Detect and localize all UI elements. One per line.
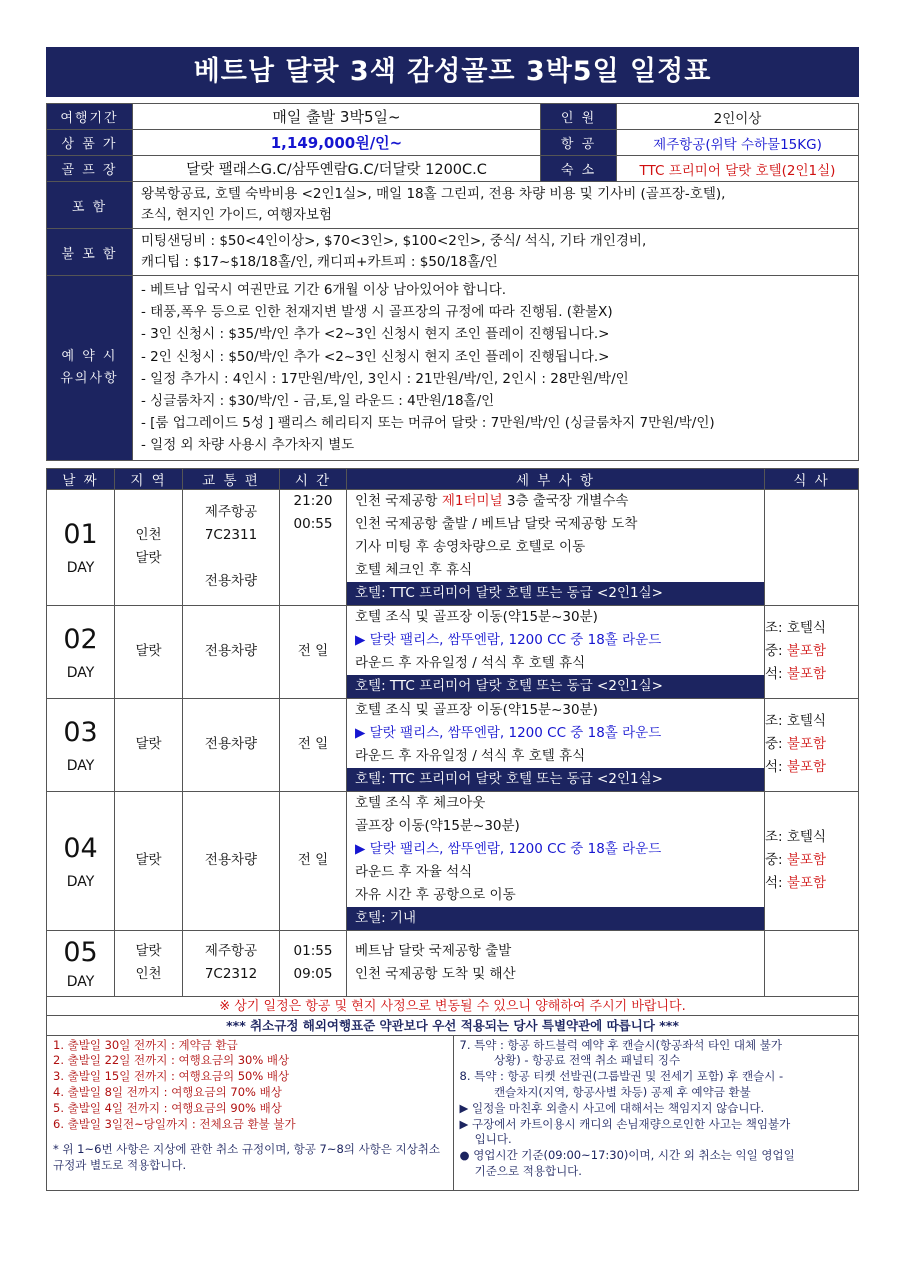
detail-cell [347,930,765,996]
day-cell [47,698,115,791]
region-text: 달랏 [135,943,162,960]
cancel-rule: 캔슬차지(지역, 항공사별 차등) 공제 후 예약금 환불 [459,1085,751,1100]
include-line: 왕복항공료, 호텔 숙박비용 <2인1실>, 매일 18홀 그린피, 전용 차량 비용 및 기사비 (골프장-호텔), [141,186,726,202]
meal-breakfast: 조: 호텔식 [765,620,827,637]
time-cell [280,489,347,605]
hotel-bar: 호텔: TTC 프리미어 달랏 호텔 또는 동급 <2인1실> [347,768,764,791]
meal-cell [765,930,859,996]
day-cell [47,605,115,698]
airline-label: 항 공 [541,130,617,156]
time-text: 09:05 [293,966,333,983]
meal-dinner [765,663,858,686]
region-text: 달랏 [135,550,162,567]
page-title: 베트남 달랏 3색 감성골프 3박5일 일정표 [46,47,859,97]
cancel-rule: 1. 출발일 30일 전까지 : 계약금 환급 [53,1037,238,1052]
hotel-bar: 호텔: 기내 [347,907,764,930]
schedule-notice: ※ 상기 일정은 항공 및 현지 사정으로 변동될 수 있으니 양해하여 주시기 바랍니다. [46,997,859,1016]
note-line: - 태풍,폭우 등으로 인한 천재지변 발생 시 골프장의 규정에 따라 진행됨. (환불X) [141,304,613,321]
detail-line: 기사 미팅 후 송영차량으로 호텔로 이동 [355,538,586,555]
meal-excluded: 불포함 [786,875,827,892]
price-label: 상 품 가 [47,130,133,156]
time-text: 00:55 [293,515,333,532]
detail-cell [347,489,765,605]
detail-line: 인천 국제공항 도착 및 해산 [355,966,516,983]
hotel-bar: 호텔: TTC 프리미어 달랏 호텔 또는 동급 <2인1실> [347,582,764,605]
notes-label-line: 예 약 시 [61,348,118,364]
region-cell [115,930,183,996]
meal-lunch [765,849,858,872]
include-line: 조식, 현지인 가이드, 여행자보험 [141,207,332,223]
info-table [46,103,859,461]
day-number: 05 [63,937,98,969]
meal-dinner [765,756,858,779]
cancel-rule: ▶ 구장에서 카트이용시 캐디외 손님재량으로인한 사고는 책임불가 [459,1116,791,1131]
day-label: DAY [66,974,95,991]
day-row [47,698,859,791]
day-row [47,930,859,996]
time-text: 21:20 [293,492,333,509]
note-line: - 일정 외 차량 사용시 추가차지 별도 [141,437,355,454]
cancel-policy-left [47,1036,453,1190]
detail-line: 호텔 체크인 후 휴식 [355,561,473,578]
golf-value: 달랏 팰래스G.C/삼뚜옌람G.C/더달랏 1200C.C [133,156,541,182]
note-line: - 일정 추가시 : 4인시 : 17만원/박/인, 3인시 : 21만원/박/인, 2인시 : 28만원/박/인 [141,370,629,387]
day-number: 01 [63,519,98,551]
cancel-rule: 5. 출발일 4일 전까지 : 여행요금의 90% 배상 [53,1100,282,1115]
note-line: - 싱글룸차지 : $30/박/인 - 금,토,일 라운드 : 4만원/18홀/인 [141,393,495,410]
cancel-note: * 위 1~6번 사항은 지상에 관한 취소 규정이며, 항공 7~8의 사항은 지상취소 규정과 별도로 적용합니다. [53,1142,440,1173]
price-value: 1,149,000원/인~ [133,130,541,156]
golf-label: 골 프 장 [47,156,133,182]
detail-text: 인천 국제공항 [355,492,442,509]
transport-text: 전용차량 [204,573,258,590]
detail-line: 라운드 후 자율 석식 [355,863,473,880]
note-line: - 3인 신청시 : $35/박/인 추가 <2~3인 신청시 현지 조인 플레이 진행됩니다.> [141,326,610,343]
detail-line: 호텔 조식 및 골프장 이동(약15분~30분) [355,701,598,718]
golf-round-line: ▶ 달랏 팰리스, 쌈뚜엔람, 1200 CC 중 18홀 라운드 [355,724,662,741]
cancel-policy-header: *** 취소규정 해외여행표준 약관보다 우선 적용되는 당사 특별약관에 따릅니다 *** [46,1016,859,1036]
cancel-rule: ● 영업시간 기준(09:00~17:30)이며, 시간 외 취소는 익일 영업일 [459,1148,795,1163]
note-line: - 베트남 입국시 여권만료 기간 6개월 이상 남아있어야 합니다. [141,282,507,298]
detail-text: 3층 출국장 개별수속 [502,492,629,509]
meal-excluded: 불포함 [786,759,827,776]
cancel-rule: 6. 출발일 3일전~당일까지 : 전체요금 환불 불가 [53,1116,296,1131]
cancel-rule: 입니다. [459,1132,512,1147]
time-cell: 전 일 [280,605,347,698]
airline-value: 제주항공(위탁 수하물15KG) [617,130,859,156]
day-label: DAY [66,664,95,681]
schedule-table [46,468,859,997]
cancel-rule: 기준으로 적용합니다. [459,1164,582,1178]
detail-line: 라운드 후 자유일정 / 석식 후 호텔 휴식 [355,654,586,671]
day-label: DAY [66,560,95,577]
cancel-rule: 8. 특약 : 항공 티켓 선발권(그룹발권 및 전세기 포함) 후 캔슬시 - [459,1069,784,1084]
header-region: 지 역 [115,468,183,489]
transport-cell: 전용차량 [183,791,280,930]
day-row [47,605,859,698]
include-label: 포 함 [47,182,133,229]
meal-prefix: 중: [765,643,787,660]
transport-text: 7C2312 [204,966,258,983]
meal-prefix: 석: [765,759,787,776]
detail-line: 베트남 달랏 국제공항 출발 [355,943,512,960]
transport-text: 제주항공 [204,943,258,960]
detail-line: 라운드 후 자유일정 / 석식 후 호텔 휴식 [355,747,586,764]
meal-lunch [765,640,858,663]
meal-prefix: 중: [765,736,787,753]
people-label: 인 원 [541,104,617,130]
golf-round-line: ▶ 달랏 팰리스, 쌈뚜엔람, 1200 CC 중 18홀 라운드 [355,631,662,648]
header-detail: 세 부 사 항 [347,468,765,489]
note-line: - [룸 업그레이드 5성 ] 팰리스 헤리티지 또는 머큐어 달랏 : 7만원/박/인 (싱글룸차지 7만원/박/인) [141,415,715,432]
detail-line: 골프장 이동(약15분~30분) [355,817,520,834]
transport-cell [183,489,280,605]
header-meal: 식 사 [765,468,859,489]
time-text: 01:55 [293,943,333,960]
notes-label [47,276,133,461]
detail-cell [347,791,765,930]
exclude-line: 미팅샌딩비 : $50<4인이상>, $70<3인>, $100<2인>, 중식/ 석식, 기타 개인경비, [141,233,647,249]
detail-line: 자유 시간 후 공항으로 이동 [355,886,516,903]
detail-line: 인천 국제공항 출발 / 베트남 달랏 국제공항 도착 [355,515,638,532]
cancel-rule: ▶ 일정을 마친후 외출시 사고에 대해서는 책임지지 않습니다. [459,1100,765,1115]
meal-prefix: 중: [765,852,787,869]
meal-dinner [765,872,858,895]
period-label: 여행기간 [47,104,133,130]
cancel-rule: 7. 특약 : 항공 하드블럭 예약 후 캔슬시(항공좌석 타인 대체 불가 [459,1037,783,1052]
meal-excluded: 불포함 [786,666,827,683]
day-row [47,489,859,605]
terminal-highlight: 제1터미널 [441,492,503,509]
cancel-rule: 3. 출발일 15일 전까지 : 여행요금의 50% 배상 [53,1069,290,1084]
exclude-value [133,229,859,276]
day-number: 03 [63,716,98,748]
day-number: 04 [63,832,98,864]
detail-line: 호텔 조식 후 체크아웃 [355,794,486,811]
meal-excluded: 불포함 [786,852,827,869]
meal-excluded: 불포함 [786,736,827,753]
region-text: 인천 [135,527,162,544]
notes-label-line: 유의사항 [60,370,119,386]
day-cell [47,791,115,930]
notes-value [133,276,859,461]
detail-cell [347,605,765,698]
detail-line [347,490,764,513]
exclude-label: 불 포 함 [47,229,133,276]
meal-cell [765,605,859,698]
region-cell: 달랏 [115,605,183,698]
period-value: 매일 출발 3박5일~ [133,104,541,130]
cancel-policy [46,1036,859,1191]
note-line: - 2인 신청시 : $50/박/인 추가 <2~3인 신청시 현지 조인 플레이 진행됩니다.> [141,348,610,365]
detail-line: 호텔 조식 및 골프장 이동(약15분~30분) [355,608,598,625]
itinerary-document [46,47,859,1191]
day-row [47,791,859,930]
day-cell [47,930,115,996]
time-cell [280,930,347,996]
meal-prefix: 석: [765,666,787,683]
meal-cell [765,698,859,791]
meal-prefix: 석: [765,875,787,892]
time-cell: 전 일 [280,698,347,791]
meal-excluded: 불포함 [786,643,827,660]
day-label: DAY [66,757,95,774]
detail-cell [347,698,765,791]
meal-breakfast: 조: 호텔식 [765,713,827,730]
day-number: 02 [63,623,98,655]
golf-round-line: ▶ 달랏 팰리스, 쌈뚜엔람, 1200 CC 중 18홀 라운드 [355,840,662,857]
header-time: 시 간 [280,468,347,489]
meal-cell [765,489,859,605]
day-label: DAY [66,873,95,890]
meal-breakfast: 조: 호텔식 [765,829,827,846]
cancel-policy-right [453,1036,859,1190]
meal-lunch [765,733,858,756]
hotel-bar: 호텔: TTC 프리미어 달랏 호텔 또는 동급 <2인1실> [347,675,764,698]
header-date: 날 짜 [47,468,115,489]
cancel-rule: 상황) - 항공료 전액 취소 패널티 징수 [459,1053,681,1068]
region-cell: 달랏 [115,791,183,930]
transport-cell [183,930,280,996]
cancel-rule: 2. 출발일 22일 전까지 : 여행요금의 30% 배상 [53,1053,290,1068]
transport-cell: 전용차량 [183,698,280,791]
include-value [133,182,859,229]
transport-text [183,547,279,570]
transport-text: 제주항공 [204,504,258,521]
region-text: 인천 [135,966,162,983]
transport-text: 7C2311 [204,527,258,544]
time-cell: 전 일 [280,791,347,930]
transport-cell: 전용차량 [183,605,280,698]
meal-cell [765,791,859,930]
header-transport: 교 통 편 [183,468,280,489]
people-value: 2인이상 [617,104,859,130]
exclude-line: 캐디팁 : $17~$18/18홀/인, 캐디피+카트피 : $50/18홀/인 [141,254,498,270]
region-cell: 달랏 [115,698,183,791]
region-cell [115,489,183,605]
cancel-rule: 4. 출발일 8일 전까지 : 여행요금의 70% 배상 [53,1085,282,1100]
hotel-label: 숙 소 [541,156,617,182]
hotel-value: TTC 프리미어 달랏 호텔(2인1실) [617,156,859,182]
day-cell [47,489,115,605]
